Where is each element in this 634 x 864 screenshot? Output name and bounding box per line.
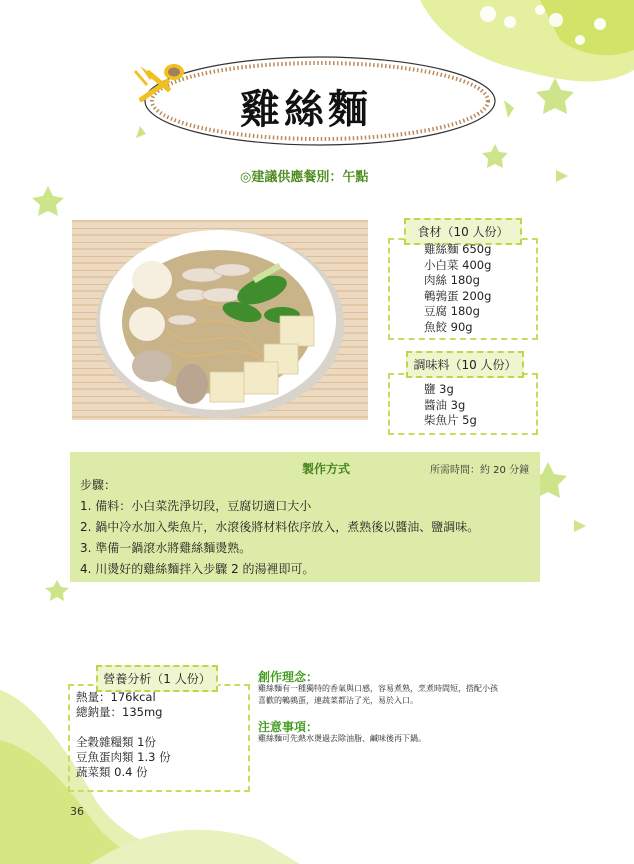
notes-text: 雞絲麵可先熱水燙過去除油脂、鹹味後再下鍋。	[258, 734, 426, 743]
meal-suggestion: ◎建議供應餐別：午點	[240, 170, 369, 185]
step-item: 3. 準備一鍋滾水將雞絲麵燙熟。	[80, 541, 252, 555]
step-item: 4. 川燙好的雞絲麵拌入步驟 2 的湯裡即可。	[80, 562, 315, 576]
page-title: 雞絲麵	[240, 86, 372, 133]
step-item: 1. 備料：小白菜洗淨切段，豆腐切適口大小	[80, 499, 312, 513]
ingredients-list	[424, 242, 491, 335]
list-item: 柴魚片 5g	[424, 413, 477, 427]
method-heading: 製作方式	[302, 462, 351, 476]
concept-line: 喜歡的鵪鶉蛋，連蔬菜都沾了光，易於入口。	[258, 696, 418, 705]
concept-heading: 創作理念：	[258, 670, 319, 684]
seasoning-label: 調味料（10 人份）	[406, 351, 524, 378]
method-steps	[80, 475, 479, 580]
sodium: 總鈉量：135mg	[76, 705, 163, 719]
list-item: 豆魚蛋肉類 1.3 份	[76, 750, 171, 764]
list-item: 雞絲麵 650g	[424, 242, 492, 256]
list-item: 鹽 3g	[424, 382, 454, 396]
steps-label: 步驟：	[80, 478, 117, 492]
page-number: 36	[70, 805, 84, 818]
list-item: 小白菜 400g	[424, 257, 492, 272]
dish-photo	[72, 220, 368, 420]
list-item: 鵪鶉蛋 200g	[424, 288, 492, 303]
list-item: 全穀雜糧類 1份	[76, 735, 156, 749]
list-item: 魚餃 90g	[424, 319, 473, 334]
list-item: 蔬菜類 0.4 份	[76, 765, 148, 779]
method-time: 所需時間：約 20 分鐘	[430, 465, 530, 476]
ingredients-label: 食材（10 人份）	[404, 218, 522, 245]
concept-line: 雞絲麵有一種獨特的香氣與口感，容易煮熟，烹煮時間短，搭配小孩	[258, 684, 498, 693]
fork-spoon-icon	[130, 58, 188, 108]
list-item: 肉絲 180g	[424, 273, 480, 287]
list-item: 豆腐 180g	[424, 304, 480, 318]
calories: 熱量：176kcal	[76, 690, 156, 704]
concept-text	[258, 683, 498, 707]
list-item: 醬油 3g	[424, 397, 466, 412]
nutrition-list	[76, 690, 171, 780]
notes-heading: 注意事項：	[258, 720, 319, 734]
seasoning-list	[424, 382, 477, 429]
step-item: 2. 鍋中冷水加入柴魚片，水滾後將材料依序放入，煮熟後以醬油、鹽調味。	[80, 520, 480, 534]
nutrition-label: 營養分析（1 人份）	[96, 665, 218, 692]
